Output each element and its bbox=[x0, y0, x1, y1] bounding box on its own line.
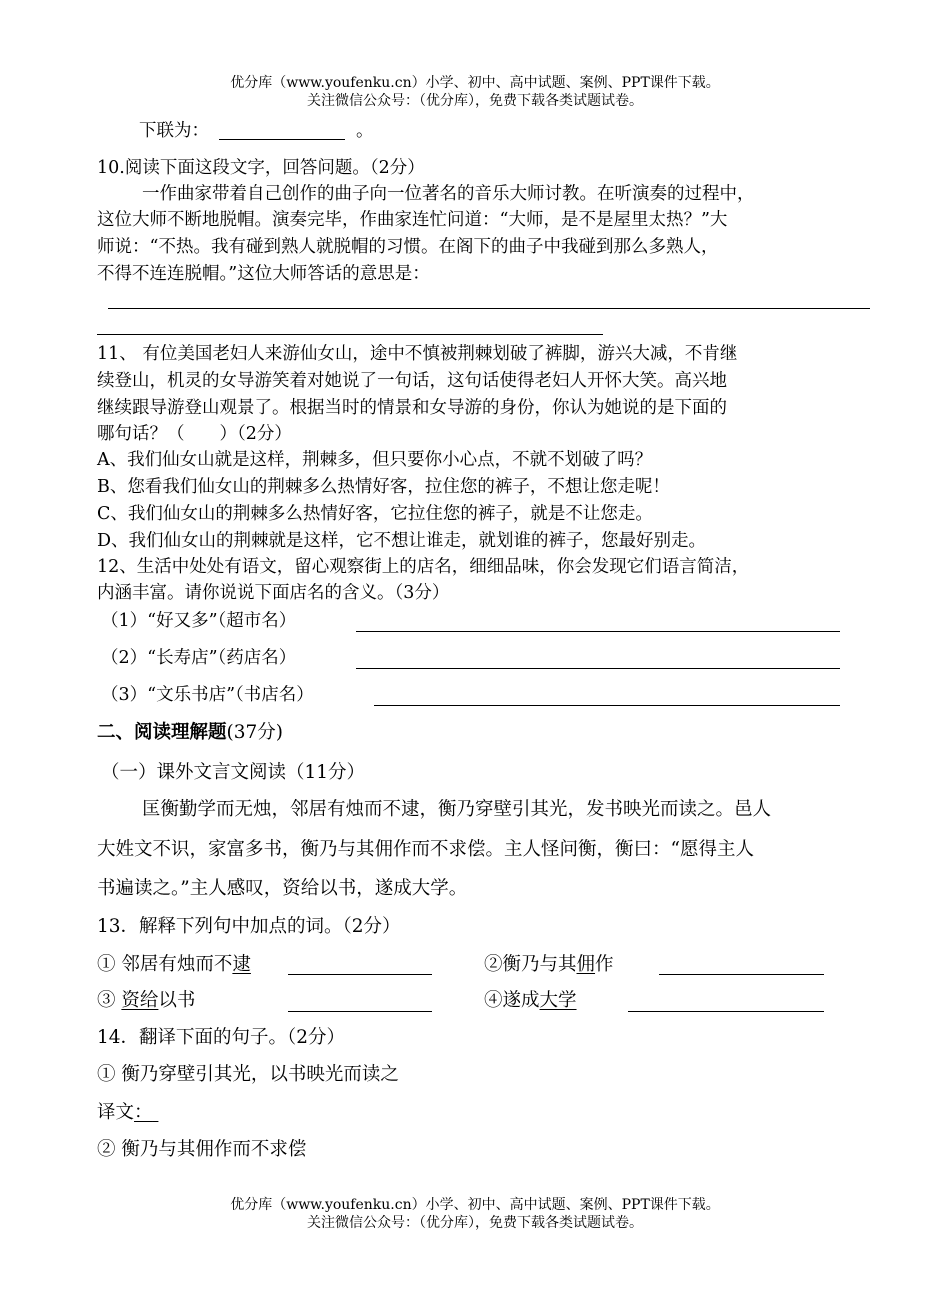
q14-translation-colon: ： bbox=[134, 1102, 153, 1123]
q12-item-3: （3）“文乐书店”（书店名） bbox=[101, 685, 314, 705]
q14-sentence-2: ② 衡乃与其佣作而不求偿 bbox=[97, 1139, 307, 1160]
q14-title: 14．翻译下面的句子。（2分） bbox=[97, 1027, 346, 1048]
q13-title: 13．解释下列句中加点的词。（2分） bbox=[97, 916, 401, 937]
q10-answer-line-2 bbox=[97, 334, 603, 335]
q13-item-3-text: ③ bbox=[97, 990, 122, 1011]
q13-answer-line-3 bbox=[288, 1011, 432, 1012]
header-line-2: 关注微信公众号：（优分库），免费下载各类试题试卷。 bbox=[307, 93, 643, 109]
footer-line-1: 优分库（www.youfenku.cn）小学、初中、高中试题、案例、PPT课件下载。 bbox=[230, 1197, 720, 1213]
section-2-subtitle: （一）课外文言文阅读（11分） bbox=[101, 762, 366, 783]
q10-answer-line-1 bbox=[108, 308, 870, 309]
q11-line-3: 继续跟导游登山观景了。根据当时的情景和女导游的身份，你认为她说的是下面的 bbox=[97, 398, 727, 418]
passage-line-1: 匡衡勤学而无烛，邻居有烛而不逮，衡乃穿壁引其光，发书映光而读之。邑人 bbox=[142, 799, 772, 820]
q13-item-2-word: 佣 bbox=[576, 954, 596, 975]
q13-item-3-suffix: 以书 bbox=[158, 990, 196, 1011]
header-line-1: 优分库（www.youfenku.cn）小学、初中、高中试题、案例、PPT课件下载。 bbox=[230, 75, 720, 91]
q10-line-4: 不得不连连脱帽。”这位大师答话的意思是： bbox=[97, 264, 430, 284]
q9-label: 下联为： bbox=[139, 121, 209, 141]
q10-title: 10.阅读下面这段文字，回答问题。（2分） bbox=[97, 158, 425, 178]
section-2-title bbox=[97, 721, 283, 745]
q11-option-d: D、我们仙女山的荆棘就是这样，它不想让谁走，就划谁的裤子，您最好别走。 bbox=[97, 531, 707, 551]
q13-item-1 bbox=[97, 953, 251, 977]
q14-sentence-1: ① 衡乃穿壁引其光，以书映光而读之 bbox=[97, 1064, 399, 1085]
q14-translation-blank bbox=[153, 1102, 159, 1123]
q13-item-2-suffix: 作 bbox=[595, 954, 614, 975]
q13-item-1-text: ① 邻居有烛而不 bbox=[97, 954, 233, 975]
section-2-title-bold: 二、阅读理解题 bbox=[97, 722, 227, 743]
q10-line-1: 一作曲家带着自己创作的曲子向一位著名的音乐大师讨教。在听演奏的过程中， bbox=[142, 184, 755, 204]
q13-answer-line-1 bbox=[288, 974, 432, 975]
q13-answer-line-4 bbox=[628, 1011, 824, 1012]
q11-line-1: 11、 有位美国老妇人来游仙女山，途中不慎被荆棘划破了裤脚，游兴大减，不肯继 bbox=[97, 344, 738, 364]
q9-answer-line bbox=[219, 139, 345, 140]
section-2-title-score: (37分) bbox=[226, 722, 283, 743]
q14-translation bbox=[97, 1101, 158, 1125]
q11-line-2: 续登山，机灵的女导游笑着对她说了一句话，这句话使得老妇人开怀大笑。高兴地 bbox=[97, 371, 727, 391]
q9-end: 。 bbox=[356, 121, 374, 141]
q13-item-4-text: ④遂成 bbox=[484, 990, 540, 1011]
q13-item-2 bbox=[484, 953, 614, 977]
q13-item-2-text: ②衡乃与其 bbox=[484, 954, 577, 975]
passage-line-3: 书遍读之。”主人感叹，资给以书，遂成大学。 bbox=[97, 878, 468, 899]
q12-item-1: （1）“好又多”（超市名） bbox=[101, 611, 297, 631]
q13-item-4 bbox=[484, 989, 577, 1013]
q10-line-3: 师说：“不热。我有碰到熟人就脱帽的习惯。在阁下的曲子中我碰到那么多熟人， bbox=[97, 237, 719, 257]
q11-option-a: A、我们仙女山就是这样，荆棘多，但只要你小心点，不就不划破了吗？ bbox=[97, 450, 653, 470]
q11-option-b: B、您看我们仙女山的荆棘多么热情好客，拉住您的裤子，不想让您走呢！ bbox=[97, 477, 670, 497]
passage-line-2: 大姓文不识，家富多书，衡乃与其佣作而不求偿。主人怪问衡，衡曰：“愿得主人 bbox=[97, 839, 754, 860]
q13-item-4-word: 大学 bbox=[539, 990, 577, 1011]
q12-line-2: 内涵丰富。请你说说下面店名的含义。（3分） bbox=[97, 583, 450, 603]
q13-item-3-word: 资给 bbox=[121, 990, 159, 1011]
q12-line-1: 12、生活中处处有语文，留心观察街上的店名，细细品味，你会发现它们语言简洁， bbox=[97, 557, 750, 577]
q11-line-4: 哪句话？（ ）（2分） bbox=[97, 424, 292, 444]
q13-item-3 bbox=[97, 989, 195, 1013]
q12-answer-line-2 bbox=[356, 668, 840, 669]
q12-item-2: （2）“长寿店”（药店名） bbox=[101, 648, 297, 668]
q12-answer-line-1 bbox=[356, 631, 840, 632]
q14-translation-label: 译文 bbox=[97, 1102, 135, 1123]
q11-option-c: C、我们仙女山的荆棘多么热情好客，它拉住您的裤子，就是不让您走。 bbox=[97, 504, 653, 524]
q10-line-2: 这位大师不断地脱帽。演奏完毕，作曲家连忙问道：“大师，是不是屋里太热？”大 bbox=[97, 210, 728, 230]
q12-answer-line-3 bbox=[374, 705, 840, 706]
q13-item-1-word: 逮 bbox=[232, 954, 251, 975]
footer-line-2: 关注微信公众号：（优分库），免费下载各类试题试卷。 bbox=[307, 1215, 643, 1231]
q13-answer-line-2 bbox=[659, 974, 824, 975]
